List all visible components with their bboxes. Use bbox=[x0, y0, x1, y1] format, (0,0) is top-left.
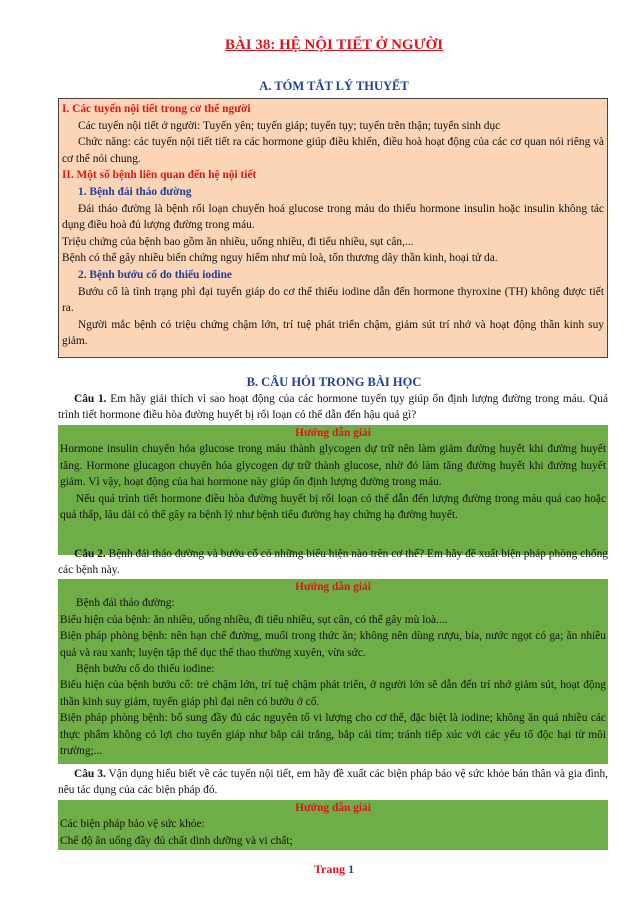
question-label: Câu 2. bbox=[74, 548, 106, 560]
summary-paragraph: Đái tháo đường là bệnh rối loạn chuyển hoá glucose trong máu do thiếu hormone insulin hoặc insulin không tác dụng điều hoà đủ lượng đường trong máu. bbox=[62, 202, 604, 232]
summary-subheading-1: 1. Bệnh đái tháo đường bbox=[78, 185, 192, 198]
answer-paragraph: Biểu hiện của bệnh bướu cổ: trẻ chậm lớn, trí tuệ chậm phát triển, ở người lớn sẽ dẫn đến trí nhớ giảm sút, hoạt động thần kinh suy giảm, tuyến giáp phì đại nên có bướu ở cổ. bbox=[60, 679, 606, 708]
question-text: Em hãy giải thích vì sao hoạt động của các hormone tuyến tụy giúp ổn định lượng đường trong máu. Quá trình tiết hormone điều hòa đường huyết bị rối loạn có thể dẫn đến hậu quả gì? bbox=[58, 393, 608, 422]
page-label: Trang bbox=[313, 862, 346, 876]
answer-box-3 bbox=[58, 800, 608, 850]
section-a-heading: A. TÓM TẮT LÝ THUYẾT bbox=[259, 79, 409, 93]
answer-paragraph: Biểu hiện của bệnh: ăn nhiều, uống nhiều, đi tiểu nhiều, sụt cân, có thể gây mù loà.... bbox=[60, 613, 448, 626]
summary-heading-2: II. Một số bệnh liên quan đến hệ nội tiết bbox=[62, 169, 257, 182]
guide-heading: Hướng dẫn giải bbox=[295, 581, 371, 593]
summary-paragraph: Triệu chứng của bệnh bao gồm ăn nhiều, uống nhiều, đi tiểu nhiều, sụt cân,... bbox=[62, 235, 414, 248]
answer-paragraph: Bệnh đái tháo đường: bbox=[76, 597, 175, 610]
summary-paragraph: Chức năng: các tuyến nội tiết tiết ra các hormone giúp điều khiển, điều hoà hoạt động của các cơ quan nói riêng và cơ thể nói chung. bbox=[62, 136, 604, 165]
answer-paragraph: Biện pháp phòng bệnh: nên hạn chế đường, muối trong thức ăn; không nên dùng rượu, bia, nước ngọt có ga; ăn nhiều quả và rau xanh; luyện tập thể dục thể thao thường xuyên, vừa sức. bbox=[60, 630, 606, 659]
question-label: Câu 1. bbox=[74, 393, 107, 405]
question-text: Vận dụng hiểu biết về các tuyến nội tiết, em hãy đề xuất các biện pháp bảo vệ sức khỏe bản thân và gia đình, nêu tác dụng của các biện pháp đó. bbox=[58, 768, 608, 797]
answer-box-1 bbox=[58, 425, 608, 555]
answer-paragraph: Bệnh bướu cổ do thiếu iodine: bbox=[76, 663, 215, 676]
summary-box bbox=[58, 98, 608, 358]
answer-paragraph: Hormone insulin chuyển hóa glucose trong máu thành glycogen dự trữ nên làm giảm đường huyết khi đường huyết tăng. Hormone glucagon chuyển hóa glycogen dự trữ thành glucose, nhờ đó làm tăng đường huyết khi đường huyết giảm. Vì vậy, hoạt động của hai hormone này giúp ổn định lượng đường trong máu. bbox=[60, 443, 606, 489]
question-1 bbox=[58, 391, 608, 423]
guide-heading: Hướng dẫn giải bbox=[295, 427, 371, 439]
answer-paragraph: Chế độ ăn uống đầy đủ chất dinh dưỡng và vi chất; bbox=[60, 834, 293, 847]
summary-subheading-2: 2. Bệnh bướu cổ do thiếu iodine bbox=[78, 268, 232, 281]
page-number: 1 bbox=[348, 862, 355, 876]
summary-paragraph: Bướu cổ là tình trạng phì đại tuyến giáp do cơ thể thiếu iodine dẫn đến hormone thyroxine (TH) không được tiết ra. bbox=[62, 285, 604, 315]
page-footer bbox=[58, 862, 610, 877]
page-title: BÀI 38: HỆ NỘI TIẾT Ở NGƯỜI bbox=[224, 37, 444, 53]
summary-heading-1: I. Các tuyến nội tiết trong cơ thể người bbox=[62, 103, 251, 115]
summary-paragraph: Bệnh có thể gây nhiều biến chứng nguy hiểm như mù loà, tổn thương dây thần kinh, hoại tử da. bbox=[62, 252, 498, 265]
question-text: Bệnh đái tháo đường và bướu cổ có những biểu hiện nào trên cơ thể? Em hãy đề xuất biện pháp phòng chống các bệnh này. bbox=[58, 548, 609, 577]
answer-paragraph: Biện pháp phòng bệnh: bổ sung đầy đủ các nguyên tố vi lượng cho cơ thể, đặc biệt là iodine; không ăn quá nhiều các thực phẩm không có lợi cho tuyến giáp như bắp cải trắng, bắp cải tím; tránh tiếp xúc với các yếu tố độc hại từ môi trường;... bbox=[60, 712, 606, 758]
question-3 bbox=[58, 766, 608, 798]
question-label: Câu 3. bbox=[74, 768, 106, 780]
answer-box-2 bbox=[58, 579, 608, 764]
summary-paragraph: Các tuyến nội tiết ở người: Tuyến yên; tuyến giáp; tuyến tụy; tuyến trên thận; tuyến sinh dục bbox=[78, 119, 501, 132]
guide-heading: Hướng dẫn giải bbox=[295, 802, 371, 814]
question-2 bbox=[58, 546, 608, 578]
answer-paragraph: Các biện pháp bảo vệ sức khỏe: bbox=[60, 818, 205, 831]
section-b-heading: B. CÂU HỎI TRONG BÀI HỌC bbox=[246, 375, 422, 389]
summary-paragraph: Người mắc bệnh có triệu chứng chậm lớn, trí tuệ phát triển chậm, giảm sút trí nhớ và hoạt động thần kinh suy giảm. bbox=[62, 318, 604, 348]
answer-paragraph: Nếu quá trình tiết hormone điều hòa đường huyết bị rối loạn có thể dẫn đến lượng đường trong máu quá cao hoặc quá thấp, lâu dài có thể gây ra bệnh lý như bệnh tiểu đường hay chứng hạ đường huyết. bbox=[60, 492, 606, 522]
